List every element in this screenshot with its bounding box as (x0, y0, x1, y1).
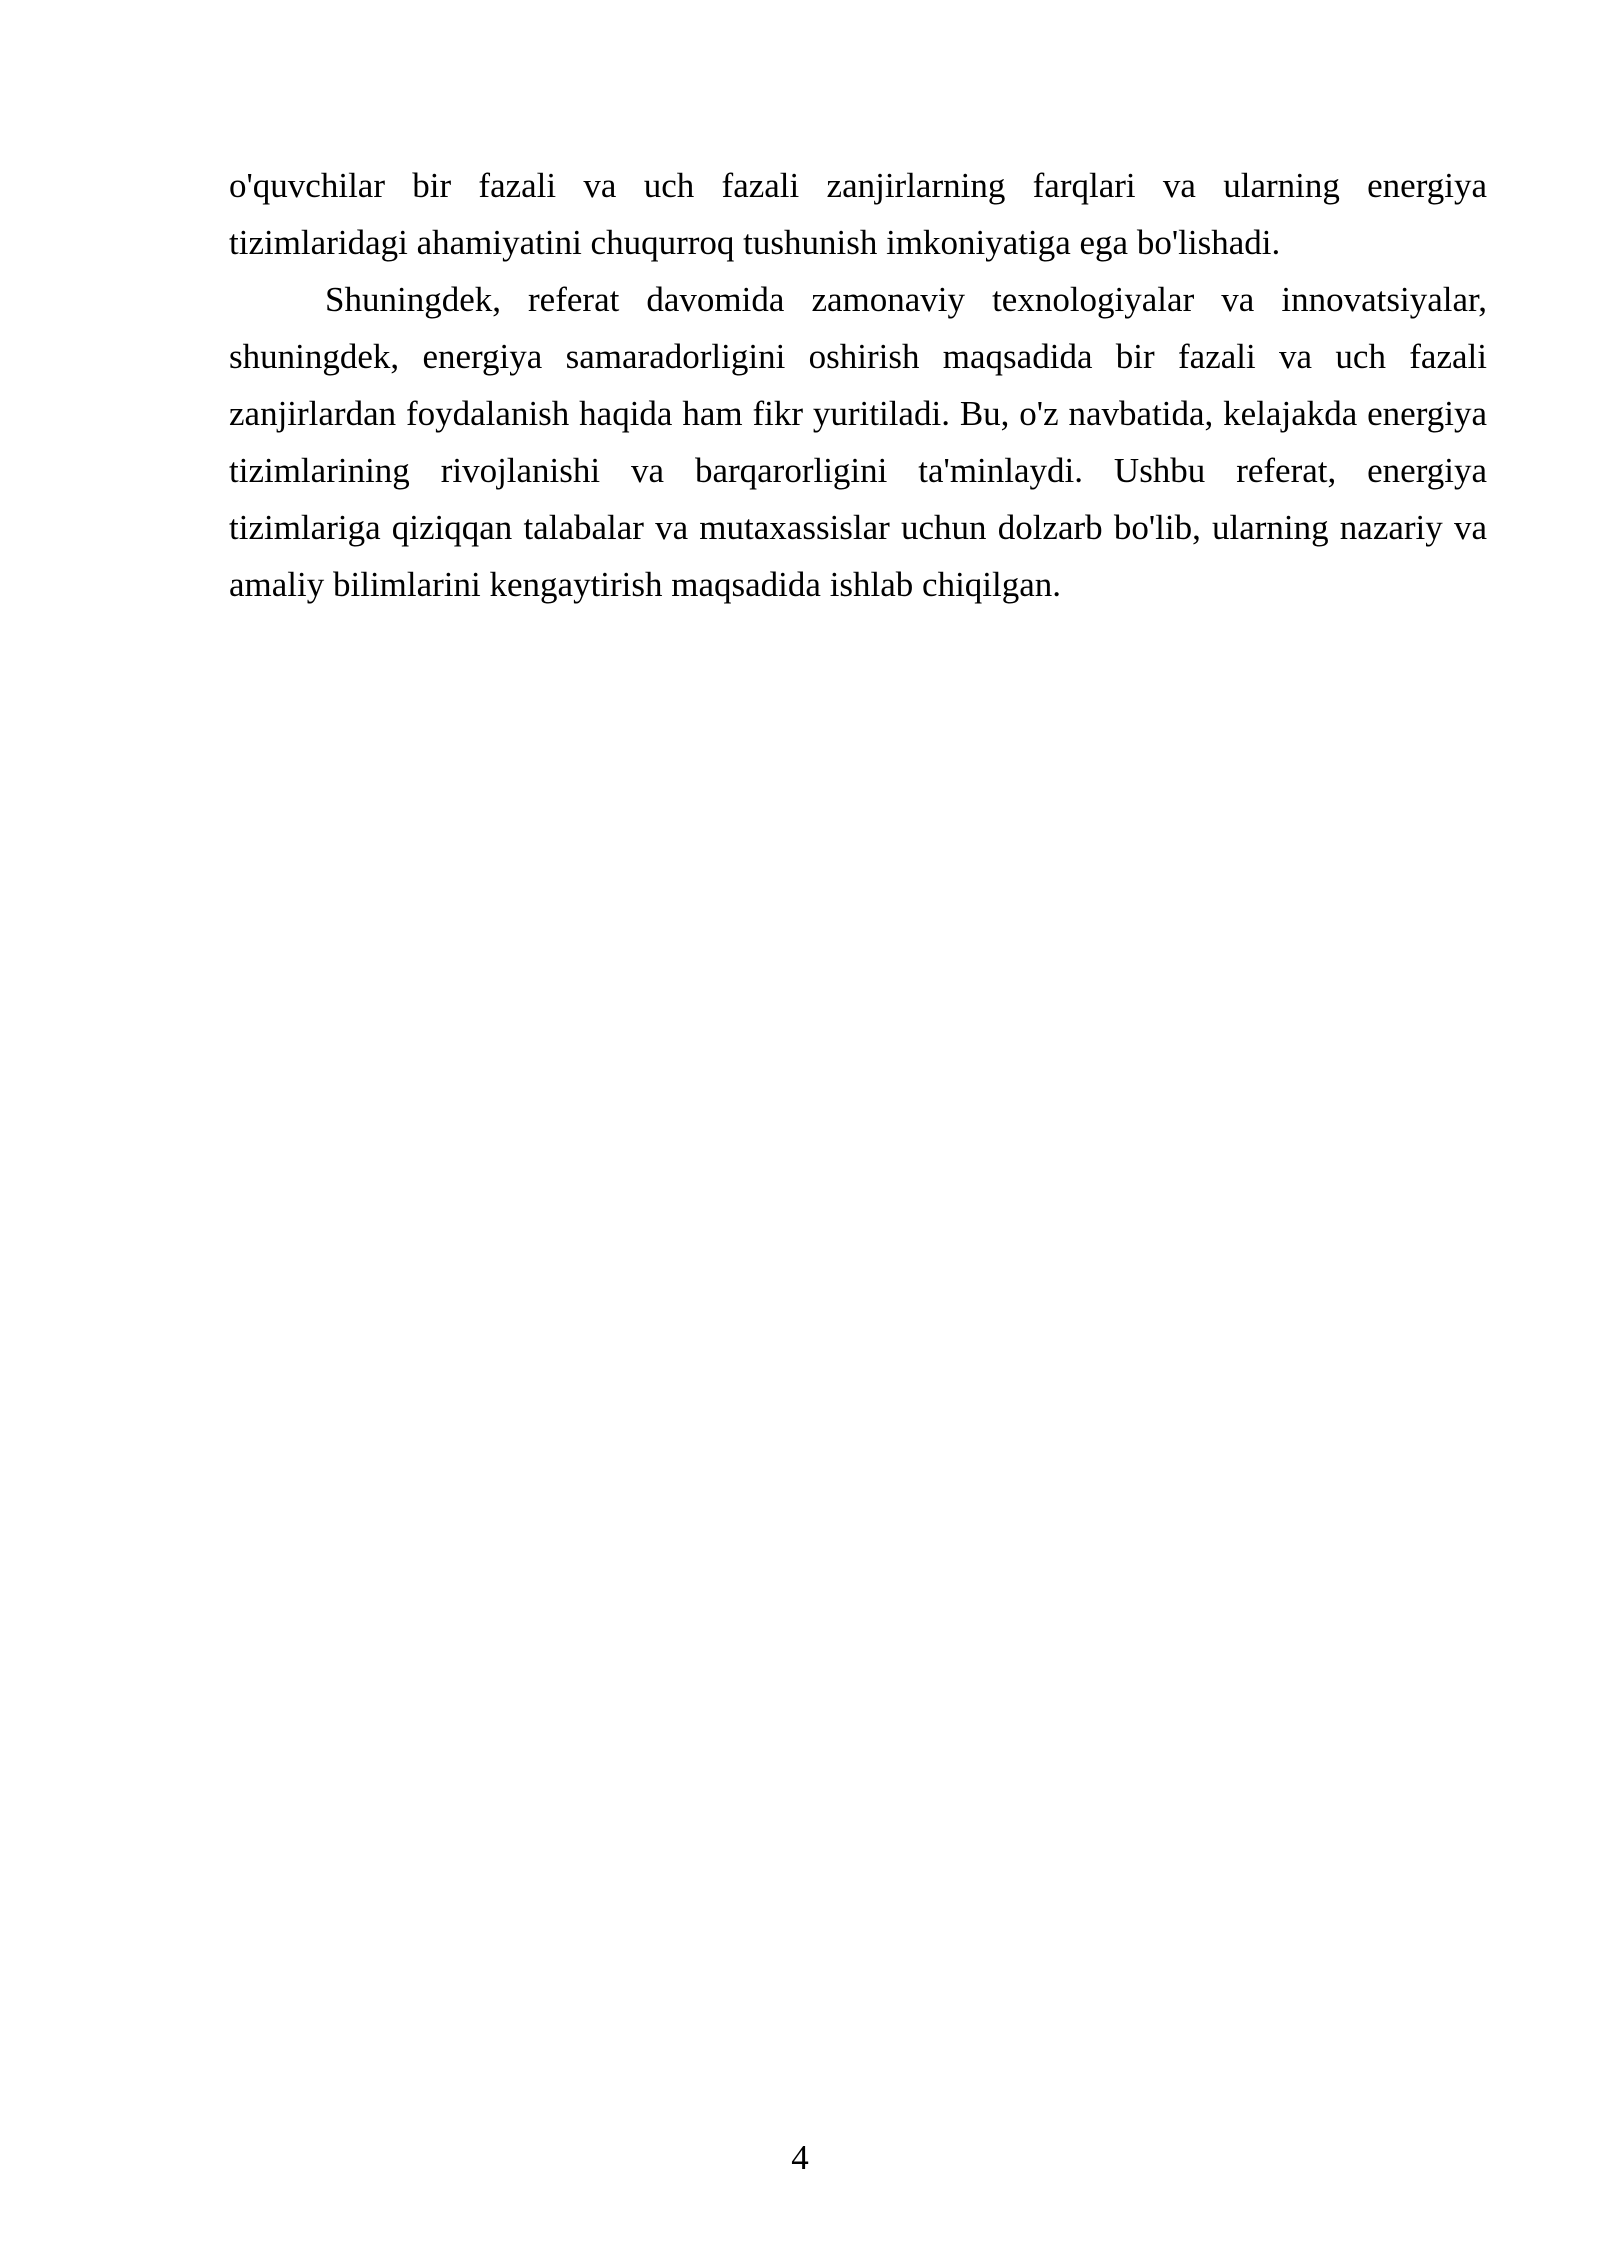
paragraph-continuation: o'quvchilar bir fazali va uch fazali zanjirlarning farqlari va ularning energiya tizimlaridagi ahamiyatini chuqurroq tushunish imkoniyatiga ega bo'lishadi. (229, 166, 1487, 262)
page-number: 4 (791, 2138, 809, 2177)
body-text (229, 157, 1487, 613)
paragraph-shuningdek: Shuningdek, referat davomida zamonaviy texnologiyalar va innovatsiyalar, shuningdek, energiya samaradorligini oshirish maqsadida bir fazali va uch fazali zanjirlardan foydalanish haqida ham fikr yuritiladi. Bu, o'z navbatida, kelajakda energiya tizimlarining rivojlanishi va barqarorligini ta'minlaydi. Ushbu referat, energiya tizimlariga qiziqqan talabalar va mutaxassislar uchun dolzarb bo'lib, ularning nazariy va amaliy bilimlarini kengaytirish maqsadida ishlab chiqilgan. (229, 280, 1487, 604)
